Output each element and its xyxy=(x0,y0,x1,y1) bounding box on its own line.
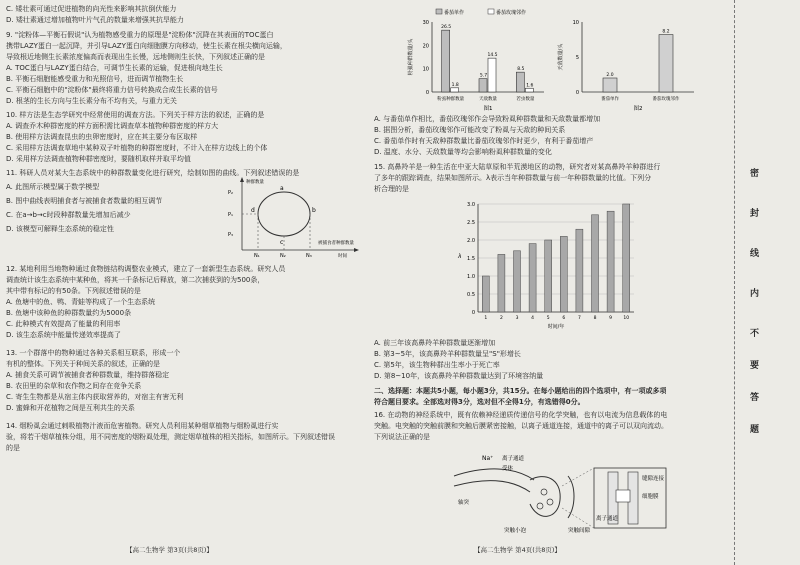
text-line: 突触。电突触的突触前膜和突触后膜紧密接触，以离子通道连接，通道中的离子可以双向流动。 xyxy=(374,422,668,430)
legend-label: 番茄单作 xyxy=(444,10,465,16)
figure-caption: 图1 xyxy=(483,106,493,112)
option-a: A. TOC蛋白与LAZY蛋白结合，可调节生长素的运输，促进根向地生长 xyxy=(6,64,223,72)
na-label: Na⁺ xyxy=(482,455,494,462)
zoom-guide xyxy=(562,468,594,486)
x-axis-arrow xyxy=(354,248,359,252)
axon-terminal xyxy=(530,477,560,517)
option-c: C. 采用样方法调查草地中某种双子叶植物的种群密度时，不计入在样方边线上的个体 xyxy=(6,144,268,152)
y-tick-label: 20 xyxy=(422,43,429,50)
y-tick-label: 10 xyxy=(572,20,579,26)
channel-label: 离子通道 xyxy=(502,456,525,462)
x-axis-title: 被捕食者种群数量 xyxy=(318,241,354,246)
y-tick-label: 3.0 xyxy=(467,202,475,208)
bar xyxy=(560,236,567,312)
x-axis-title: 时间/年 xyxy=(547,324,565,330)
binding-strip xyxy=(712,0,800,565)
question-13: 13. 一个群落中的物种通过各种关系相互联系，形成一个 xyxy=(6,349,181,357)
cleft-label: 突触间隙 xyxy=(568,528,591,534)
data-label: 2.0 xyxy=(606,73,614,78)
option-b: B. 农田里的杂草和农作物之间存在竞争关系 xyxy=(6,382,142,390)
text-line: 验，将若干烟草植株分组，用不同密度的烟粉虱处理，测定烟草植株的相关指标，如图所示。下列叙述错误 xyxy=(6,433,335,441)
gap-junction-channel xyxy=(616,490,630,502)
y-tick-label: 0.5 xyxy=(467,292,475,298)
x-tick-label: 6 xyxy=(562,316,566,321)
data-label: 8.5 xyxy=(517,67,525,73)
text-line: 有机的整体。下列关于种间关系的叙述，正确的是 xyxy=(6,360,160,368)
figure-14-chart-2 xyxy=(554,6,704,114)
question-15: 15. 高鼻羚羊是一种生活在中亚大陆草原和半荒漠地区的动物，研究者对某高鼻羚羊种群进行 xyxy=(374,163,661,171)
legend-label: 番茄玫瑰邻作 xyxy=(496,10,527,16)
data-label: 1.8 xyxy=(451,82,459,88)
point-label: a xyxy=(280,185,284,192)
y-axis-title: λ xyxy=(458,253,462,260)
option-d: D. 温度、水分、天敌数量等均会影响粉虱种群数量的变化 xyxy=(374,148,552,156)
bar xyxy=(576,229,583,312)
zoom-guide xyxy=(562,508,594,528)
text-line: C. 矮壮素可通过促进植物的向光性来影响其抗倒伏能力 xyxy=(6,5,177,13)
cycle-ellipse xyxy=(258,192,310,236)
question-9: 9. "淀粉体—平衡石假说"认为植物感受重力的原理是"淀粉体"沉降在其表面的TOC蛋白 xyxy=(6,31,274,39)
bar xyxy=(545,240,552,312)
question-11: 11. 科研人员对某大生态系统中的种群数量变化进行研究，绘制如图的曲线。下列叙述错误的是 xyxy=(6,169,300,177)
y-tick-label: 1.0 xyxy=(467,274,475,280)
y-tick-label: P₂ xyxy=(228,190,234,196)
question-14: 14. 烟粉虱会通过刺吸植物汁液而危害植物。研究人员利用某种烟草植物与烟粉虱进行实 xyxy=(6,422,279,430)
y-tick-label: P₃ xyxy=(228,232,234,238)
axon-line xyxy=(454,469,534,480)
y-axis-title: 天敌数量/头 xyxy=(558,43,564,71)
bar xyxy=(516,72,524,92)
y-axis-arrow xyxy=(240,177,244,182)
x-tick-label: 5 xyxy=(546,316,550,321)
seal-char: 线 xyxy=(748,248,758,257)
option-a: A. 调查乔木种群密度的样方面积需比调查草本植物种群密度的样方大 xyxy=(6,122,219,130)
time-axis-label: 时间 xyxy=(338,254,347,258)
question-16: 16. 在动物的神经系统中，既有依赖神经递质传递信号的化学突触，也有以电流为信息载体的电 xyxy=(374,411,668,419)
point-label: c xyxy=(280,239,284,246)
bar xyxy=(623,204,630,312)
vesicle-icon xyxy=(547,499,553,505)
option-b: B. 使用样方法调查昆虫的虫卵密度时，应在其主要分布区取样 xyxy=(6,133,198,141)
figure-15-lambda-chart xyxy=(452,196,648,334)
text-line: 析合理的是 xyxy=(374,185,409,193)
y-tick-label: 2.0 xyxy=(467,238,475,244)
bar xyxy=(607,211,614,312)
x-tick-label: 番茄玫瑰邻作 xyxy=(652,97,680,102)
vesicle-label: 突触小泡 xyxy=(504,528,527,534)
option-c: C. 此种模式有效提高了能量的利用率 xyxy=(6,320,121,328)
y-tick-label: 0 xyxy=(575,90,579,96)
text-line: 了多年的跟踪调查，结果如图所示。λ表示当年种群数量与前一年种群数量的比值。下列分 xyxy=(374,174,652,182)
seal-char: 内 xyxy=(748,288,758,297)
x-tick-label: 若虫数量 xyxy=(516,97,535,102)
text-line: 的是 xyxy=(6,444,20,452)
text-line: 携带LAZY蛋白一起沉降，并引导LAZY蛋白向细胞膜方向移动，使生长素在根尖横向运输， xyxy=(6,42,287,50)
legend-swatch xyxy=(488,9,494,14)
y-tick-label: 0 xyxy=(471,310,475,316)
x-tick-label: 4 xyxy=(531,316,535,321)
section-2-heading: 二、选择题：本题共5小题，每小题3分，共15分。在每小题给出的四个选项中，有一项或多项 xyxy=(374,387,667,395)
figure-11-cycle xyxy=(224,174,364,258)
x-tick-label: N₃ xyxy=(306,253,312,258)
option-a: A. 此图所示模型属于数学模型 xyxy=(6,183,100,191)
gap-junction-label: 缝隙连接 xyxy=(642,476,665,482)
bar xyxy=(529,244,536,312)
y-tick-label: P₁ xyxy=(228,212,234,218)
page-footer-4: 【高二生物学 第4页(共8页)】 xyxy=(474,546,561,554)
option-a: A. 前三年该高鼻羚羊种群数量逐渐增加 xyxy=(374,339,496,347)
receptor-label: 受体 xyxy=(502,466,514,472)
figure-caption: 图2 xyxy=(633,106,643,112)
bar xyxy=(498,254,505,312)
axon-label: 轴突 xyxy=(458,500,470,506)
x-tick-label: 天敌数量 xyxy=(479,97,497,102)
option-d: D. 该生态系统中能量传递效率提高了 xyxy=(6,331,121,339)
question-10: 10. 样方法是生态学研究中经常使用的调查方法。下列关于样方法的叙述，正确的是 xyxy=(6,111,265,119)
option-a: A. 捕食关系可调节被捕食者种群数量，维持群落稳定 xyxy=(6,371,170,379)
data-label: 26.5 xyxy=(441,25,452,31)
option-a: A. 与番茄单作相比，番茄玫瑰邻作会导致粉虱种群数量和天敌数量都增加 xyxy=(374,115,601,123)
section-2-heading: 符合题目要求。全部选对得3分，选对但不全得1分，有选错得0分。 xyxy=(374,398,585,406)
y-tick-label: 0 xyxy=(425,90,429,96)
axon-line xyxy=(454,481,530,492)
data-label: 1.6 xyxy=(526,83,534,89)
point-label: d xyxy=(251,207,255,214)
bar xyxy=(659,35,673,92)
bar xyxy=(525,88,533,92)
question-12: 12. 某地利用当地物种通过食物链结构调整农业模式，建立了一套新型生态系统。研究人员 xyxy=(6,265,286,273)
option-b: B. 据图分析，番茄玫瑰邻作可能改变了粉虱与天敌的种间关系 xyxy=(374,126,566,134)
text-line: D. 矮壮素通过增加植物叶片气孔的数量来增强其抗旱能力 xyxy=(6,16,184,24)
bar xyxy=(482,276,489,312)
ion-channel-label: 离子通道 xyxy=(596,516,619,522)
vesicle-icon xyxy=(541,489,547,495)
figure-16-synapse xyxy=(444,446,684,540)
option-b: B. 鱼塘中该种鱼的种群数量约为5000条 xyxy=(6,309,132,317)
bar xyxy=(488,58,496,92)
x-tick-label: 粉虱种群数量 xyxy=(437,97,465,102)
option-d: D. 根茎的生长方向与生长素分布不均有关，与重力无关 xyxy=(6,97,177,105)
x-tick-label: 番茄单作 xyxy=(601,97,619,102)
y-tick-label: 10 xyxy=(422,66,429,73)
option-c: C. 在a→b→c时段种群数量先增加后减少 xyxy=(6,211,131,219)
x-tick-label: 9 xyxy=(609,316,613,321)
page-footer-3: 【高二生物学 第3页(共8页)】 xyxy=(126,546,213,554)
option-c: C. 第5年，该生物种群出生率小于死亡率 xyxy=(374,361,500,369)
x-tick-label: 2 xyxy=(499,316,503,321)
x-tick-label: 8 xyxy=(593,316,597,321)
seal-char: 要 xyxy=(748,360,758,369)
y-axis-title: 粉虱种群数量/头 xyxy=(408,38,414,76)
point-label: b xyxy=(312,207,316,214)
seal-char: 密 xyxy=(748,168,758,177)
x-tick-label: 1 xyxy=(484,316,488,321)
option-c: C. 平衡石细胞中的"淀粉体"最终将重力信号转换成合成生长素的信号 xyxy=(6,86,218,94)
bar xyxy=(451,88,459,92)
x-tick-label: N₂ xyxy=(280,253,286,258)
x-tick-label: 10 xyxy=(623,316,630,321)
y-tick-label: 1.5 xyxy=(467,256,475,262)
legend-swatch xyxy=(436,9,442,14)
y-tick-label: 30 xyxy=(422,20,429,26)
bar xyxy=(603,78,617,92)
option-b: B. 平衡石细胞能感受重力和光照信号，进而调节植物生长 xyxy=(6,75,184,83)
option-c: C. 寄生生物都是从宿主体内获取营养的，对宿主有害无利 xyxy=(6,393,184,401)
option-a: A. 鱼塘中的鱼、鸭、青蛙等构成了一个生态系统 xyxy=(6,298,156,306)
option-d: D. 该模型可解释生态系统的稳定性 xyxy=(6,225,114,233)
y-tick-label: 2.5 xyxy=(467,220,475,226)
text-line: 导致根近地侧生长素浓度偏高而表现出生长慢，远地侧则生长快，下列叙述正确的是 xyxy=(6,53,265,61)
data-label: 8.2 xyxy=(662,29,670,35)
x-tick-label: N₁ xyxy=(254,253,260,258)
option-d: D. 蜜蜂和开花植物之间是互利共生的关系 xyxy=(6,404,135,412)
seal-char: 封 xyxy=(748,208,758,217)
option-c: C. 番茄单作时有天敌种群数量比番茄玫瑰邻作时更少，有利于番茄增产 xyxy=(374,137,594,145)
y-tick-label: 5 xyxy=(575,55,579,61)
y-axis-title: 种群数量 xyxy=(246,180,264,185)
seal-char: 不 xyxy=(748,328,758,337)
seal-line xyxy=(734,0,735,565)
data-label: 5.7 xyxy=(479,73,488,79)
option-d: D. 采用样方法调查植物种群密度时，要随机取样并取平均值 xyxy=(6,155,191,163)
data-label: 14.5 xyxy=(487,53,498,59)
bar xyxy=(479,79,487,92)
figure-14-chart-1 xyxy=(404,6,554,114)
vesicle-icon xyxy=(537,503,543,509)
bar xyxy=(442,30,450,92)
text-line: 其中带有标记的有50条。下列叙述错误的是 xyxy=(6,287,141,295)
option-d: D. 第8~10年，该高鼻羚羊种群数量达到了环境容纳量 xyxy=(374,372,544,380)
seal-char: 答 xyxy=(748,392,758,401)
x-tick-label: 3 xyxy=(515,316,519,321)
seal-char: 题 xyxy=(748,424,758,433)
option-b: B. 图中曲线表明捕食者与被捕食者数量的相互调节 xyxy=(6,197,163,205)
text-line: 调查统计该生态系统中某种鱼，将其一千条标记后释放，第二次捕获到的为500条， xyxy=(6,276,265,284)
text-line: 下列说法正确的是 xyxy=(374,433,430,441)
x-tick-label: 7 xyxy=(577,316,581,321)
postsynaptic-membrane xyxy=(568,476,574,518)
bar xyxy=(514,251,521,312)
membrane-label: 细胞膜 xyxy=(642,494,659,500)
bar xyxy=(592,215,599,312)
option-b: B. 第3~5年，该高鼻羚羊种群数量呈"S"形增长 xyxy=(374,350,521,358)
